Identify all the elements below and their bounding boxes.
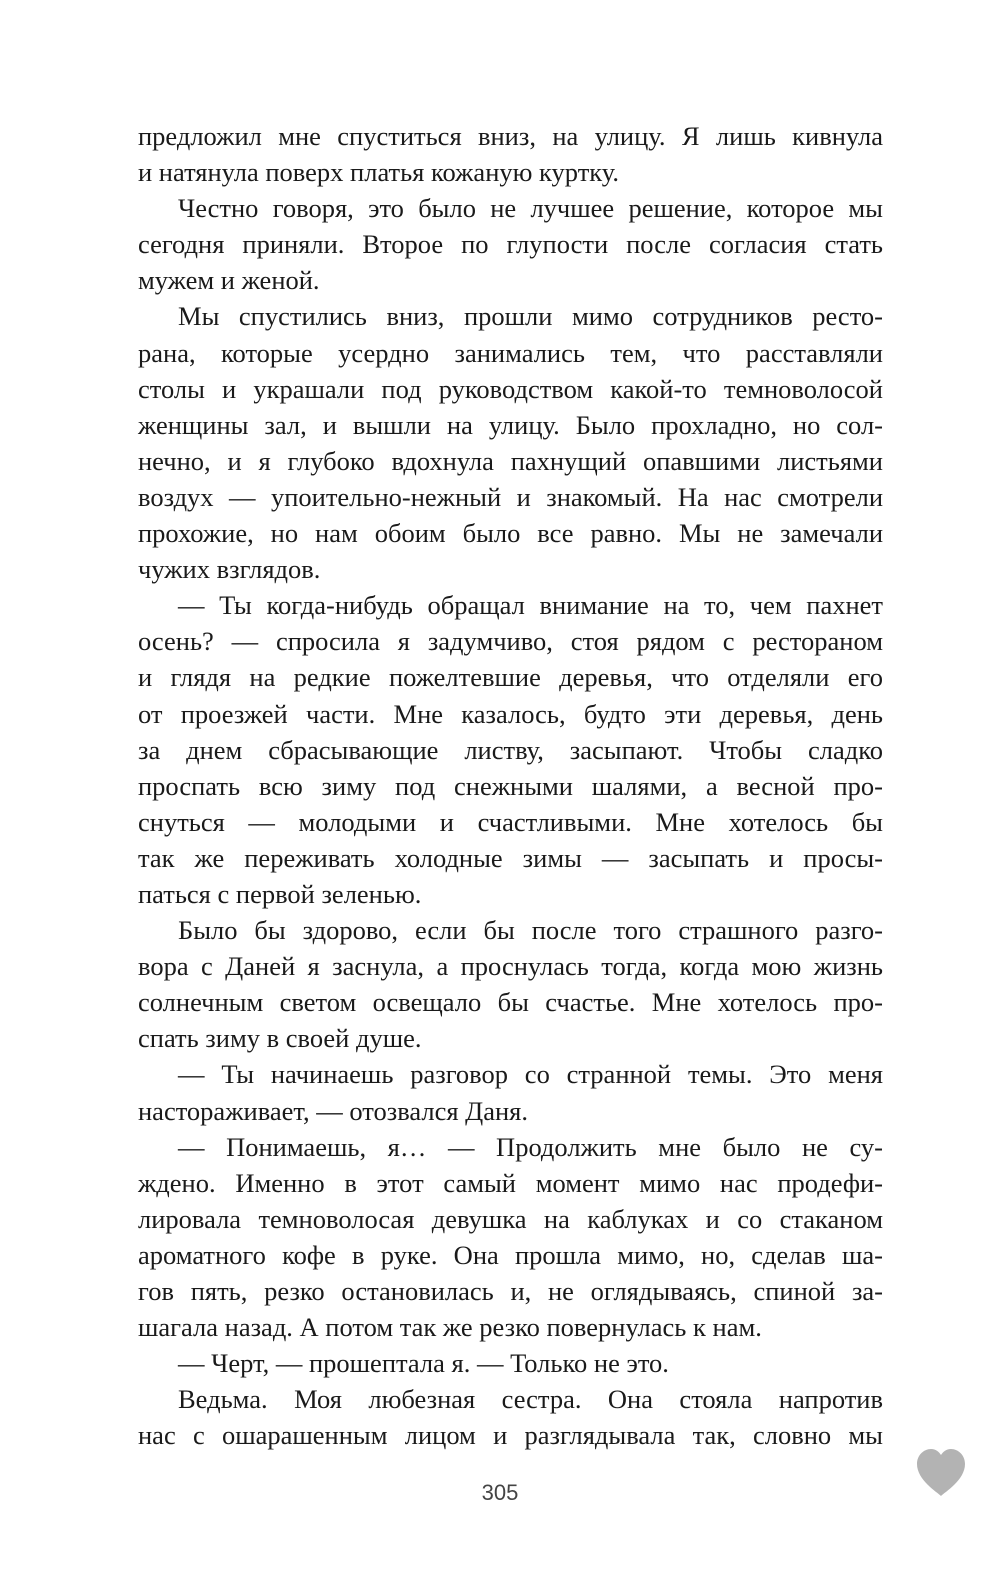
text-line: мужем и женой. — [138, 265, 320, 296]
text-line: чужих взглядов. — [138, 554, 321, 585]
text-line: шагала назад. А потом так же резко повернулась к нам. — [138, 1312, 762, 1343]
text-line: рана, которые усердно занимались тем, что расставляли — [138, 337, 883, 368]
text-line: Мы спустились вниз, прошли мимо сотрудников ресто- — [178, 301, 883, 332]
text-line: за днем сбрасывающие листву, засыпают. Чтобы сладко — [138, 734, 883, 765]
text-line: Честно говоря, это было не лучшее решение, которое мы — [178, 193, 883, 224]
text-line: лировала темноволосая девушка на каблуках и со стаканом — [138, 1203, 883, 1234]
text-line: проспать всю зиму под снежными шалями, а весной про- — [138, 770, 883, 801]
text-line: предложил мне спуститься вниз, на улицу. Я лишь кивнула — [138, 121, 883, 151]
text-line: — Ты начинаешь разговор со странной темы. Это меня — [178, 1059, 883, 1090]
text-line: и глядя на редкие пожелтевшие деревья, что отделяли его — [138, 662, 883, 693]
text-line: нас с ошарашенным лицом и разглядывала так, словно мы — [138, 1420, 883, 1451]
text-line: — Ты когда-нибудь обращал внимание на то, чем пахнет — [178, 590, 883, 621]
text-line: настораживает, — отозвался Даня. — [138, 1095, 528, 1126]
page-text — [138, 118, 883, 1453]
text-line: женщины зал, и вышли на улицу. Было прохладно, но сол- — [138, 409, 883, 440]
heart-icon[interactable] — [915, 1448, 967, 1498]
text-line: снуться — молодыми и счастливыми. Мне хотелось бы — [138, 806, 883, 837]
text-line: Ведьма. Моя любезная сестра. Она стояла напротив — [178, 1384, 883, 1415]
text-line: солнечным светом освещало бы счастье. Мне хотелось про- — [138, 987, 883, 1018]
heart-icon-shape — [917, 1449, 965, 1496]
text-line: ждено. Именно в этот самый момент мимо нас продефи- — [138, 1167, 883, 1198]
text-line: Было бы здорово, если бы после того страшного разго- — [178, 915, 883, 946]
text-line: ароматного кофе в руке. Она прошла мимо, но, сделав ша- — [138, 1239, 883, 1270]
text-line: прохожие, но нам обоим было все равно. Мы не замечали — [138, 518, 883, 549]
text-line: нечно, и я глубоко вдохнула пахнущий опавшими листьями — [138, 445, 883, 476]
text-line: вора с Даней я заснула, а проснулась тогда, когда мою жизнь — [138, 951, 883, 982]
text-line: столы и украшали под руководством какой-то темноволосой — [138, 373, 883, 404]
text-line: гов пять, резко остановилась и, не оглядываясь, спиной за- — [138, 1276, 883, 1306]
text-line: от проезжей части. Мне казалось, будто эти деревья, день — [138, 698, 883, 729]
text-line: — Черт, — прошептала я. — Только не это. — [178, 1348, 669, 1379]
text-line: и натянула поверх платья кожаную куртку. — [138, 157, 619, 188]
text-line: осень? — спросила я задумчиво, стоя рядом с рестораном — [138, 626, 883, 657]
text-line: спать зиму в своей душе. — [138, 1023, 422, 1054]
text-line: сегодня приняли. Второе по глупости после согласия стать — [138, 229, 883, 260]
text-line: так же переживать холодные зимы — засыпать и просы- — [138, 842, 883, 873]
page-number: 305 — [481, 1480, 519, 1505]
text-line: — Понимаешь, я… — Продолжить мне было не су- — [178, 1131, 883, 1162]
text-line: паться с первой зеленью. — [138, 878, 422, 909]
text-line: воздух — упоительно-нежный и знакомый. На нас смотрели — [138, 481, 883, 512]
